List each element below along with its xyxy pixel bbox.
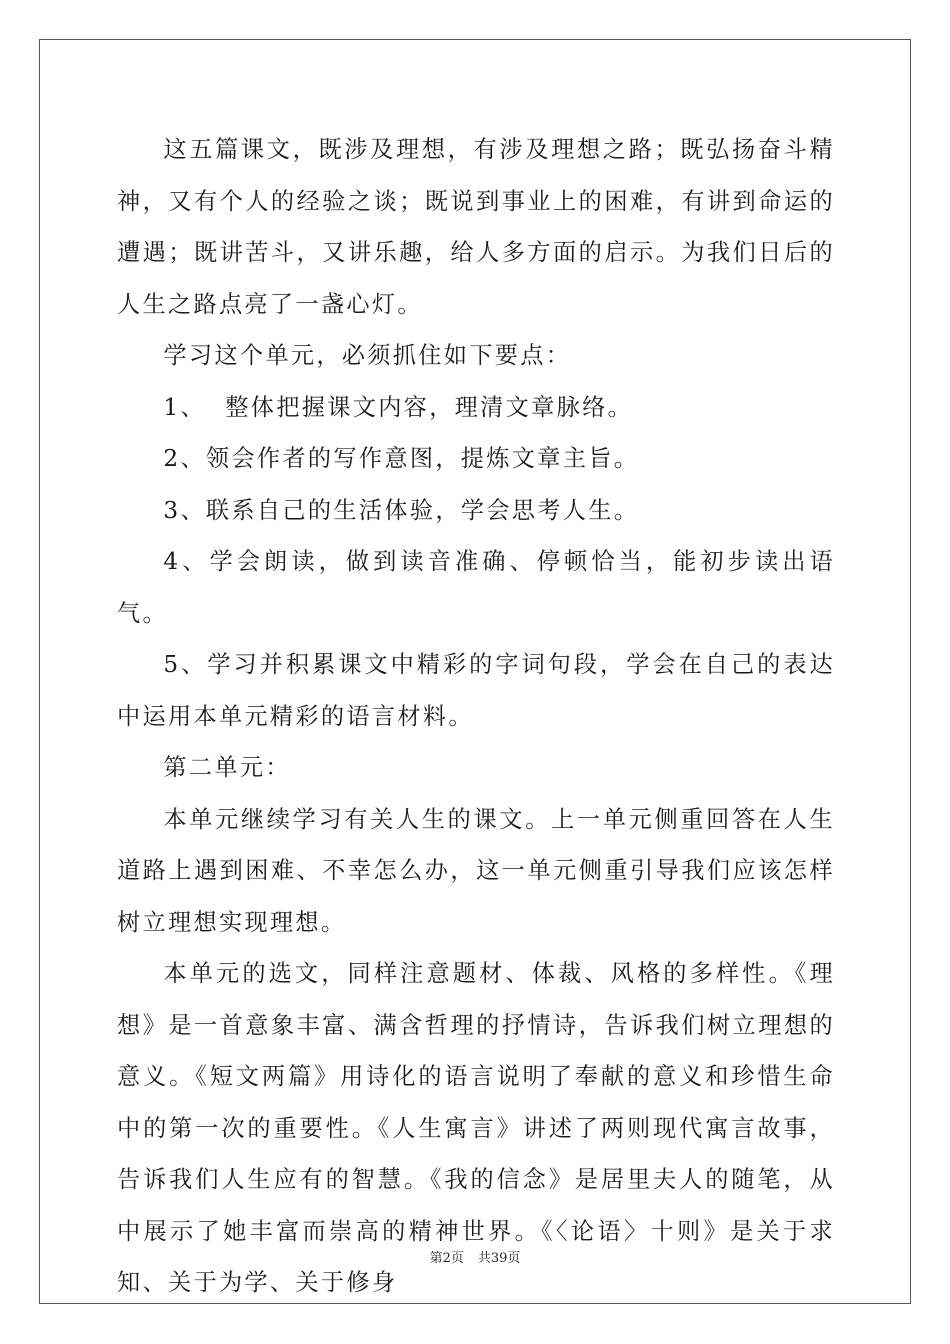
paragraph-unit-two-selections: 本单元的选文，同样注意题材、体裁、风格的多样性。《理想》是一首意象丰富、满含哲理的抒情诗，告诉我们树立理想的意义。《短文两篇》用诗化的语言说明了奉献的意义和珍惜生命中的第一次的重要性。《人生寓言》讲述了两则现代寓言故事，告诉我们人生应有的智慧。《我的信念》是居里夫人的随笔，从中展示了她丰富而崇高的精神世界。《〈论语〉十则》是关于求知、关于为学、关于修身 — [117, 960, 835, 1296]
list-item-point-1: 1、 整体把握课文内容，理清文章脉络。 — [163, 393, 634, 421]
document-body — [117, 124, 835, 1309]
paragraph-key-points-heading: 学习这个单元，必须抓住如下要点： — [163, 342, 572, 369]
section-heading-unit-two: 第二单元： — [163, 754, 291, 781]
list-item-point-5: 5、学习并积累课文中精彩的字词句段，学会在自己的表达中运用本单元精彩的语言材料。 — [117, 651, 835, 730]
paragraph-unit-two-overview: 本单元继续学习有关人生的课文。上一单元侧重回答在人生道路上遇到困难、不幸怎么办，这一单元侧重引导我们应该怎样树立理想实现理想。 — [117, 805, 835, 936]
page-footer — [0, 1247, 950, 1266]
list-item-point-3: 3、联系自己的生活体验，学会思考人生。 — [163, 496, 640, 524]
paragraph-intro-summary: 这五篇课文，既涉及理想，有涉及理想之路；既弘扬奋斗精神，又有个人的经验之谈；既说到事业上的困难，有讲到命运的遭遇；既讲苦斗，又讲乐趣，给人多方面的启示。为我们日后的人生之路点亮了一盏心灯。 — [117, 136, 835, 318]
page-total: 共39页 — [477, 1251, 521, 1266]
list-item-point-4: 4、学会朗读，做到读音准确、停顿恰当，能初步读出语气。 — [117, 548, 835, 627]
page-number: 第2页 — [429, 1251, 464, 1266]
list-item-point-2: 2、领会作者的写作意图，提炼文章主旨。 — [163, 445, 640, 472]
